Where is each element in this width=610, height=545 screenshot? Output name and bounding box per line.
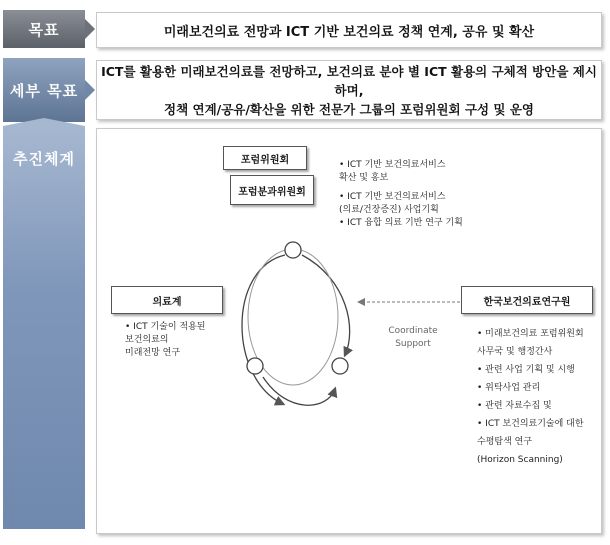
medical-note-2: 보건의료의 bbox=[125, 335, 169, 345]
coordinate-text: Coordinate bbox=[388, 326, 438, 336]
sub-goal-line-1: ICT를 활용한 미래보건의료를 전망하고, 보건의료 분야 별 ICT 활용의 구체적 방안을 제시하며, bbox=[101, 63, 597, 98]
medical-field-text: 의료계 bbox=[152, 296, 182, 308]
khidi-note-7: 수평탐색 연구 bbox=[477, 437, 533, 447]
goal-label-text: 목표 bbox=[28, 20, 60, 39]
medical-note-1: • ICT 기술이 적용된 bbox=[125, 322, 206, 332]
cycle-node-top bbox=[285, 242, 301, 258]
forum-committee-box bbox=[223, 146, 307, 170]
medical-note-3: 미래전망 연구 bbox=[125, 348, 181, 358]
khidi-note-4: • 위탁사업 관리 bbox=[477, 383, 541, 393]
goal-text: 미래보건의료 전망과 ICT 기반 보건의료 정책 연계, 공유 및 확산 bbox=[163, 24, 535, 40]
cycle-arc-bottom bbox=[263, 377, 335, 405]
khidi-text: 한국보건의료연구원 bbox=[483, 296, 571, 308]
support-text: Support bbox=[395, 339, 431, 349]
forum-notes bbox=[339, 159, 463, 230]
forum-note-4: (의료/건장증진) 사업기획 bbox=[339, 205, 439, 215]
khidi-box bbox=[461, 286, 593, 314]
forum-note-5: • ICT 융합 의료 기반 연구 기획 bbox=[339, 218, 463, 228]
medical-field-box bbox=[111, 286, 223, 314]
forum-note-1: • ICT 기반 보건의료서비스 bbox=[339, 160, 446, 170]
goal-panel bbox=[96, 12, 602, 48]
sub-goal-label-text: 세부 목표 bbox=[9, 81, 79, 100]
cycle-node-left bbox=[247, 358, 263, 374]
forum-subcommittee-text: 포럼분과위원회 bbox=[238, 186, 306, 198]
khidi-note-5: • 관련 자료수집 및 bbox=[477, 401, 552, 411]
forum-committee-text: 포럼위원회 bbox=[240, 154, 290, 166]
cycle-node-right bbox=[332, 358, 348, 374]
forum-subcommittee-box bbox=[230, 175, 314, 205]
khidi-notes bbox=[477, 325, 584, 469]
khidi-note-8: (Horizon Scanning) bbox=[477, 455, 563, 465]
system-label-text: 추진체계 bbox=[13, 150, 75, 168]
forum-note-2: 확산 및 홍보 bbox=[339, 173, 389, 183]
sub-goal-line-2: 정책 연계/공유/확산을 위한 전문가 그룹의 포럼위원회 구성 및 운영 bbox=[164, 101, 534, 117]
system-label bbox=[3, 126, 85, 529]
khidi-note-6: • ICT 보건의료기술에 대한 bbox=[477, 419, 584, 429]
medical-notes bbox=[125, 321, 206, 360]
khidi-note-1: • 미래보건의료 포럼위원회 bbox=[477, 329, 584, 339]
system-panel bbox=[96, 128, 602, 534]
coordinate-support-label bbox=[383, 325, 443, 351]
khidi-note-2: 사무국 및 행정간사 bbox=[477, 347, 553, 357]
goal-label bbox=[3, 10, 85, 48]
khidi-note-3: • 관련 사업 기획 및 시행 bbox=[477, 365, 575, 375]
forum-note-3: • ICT 기반 보건의료서비스 bbox=[339, 192, 446, 202]
sub-goal-panel bbox=[96, 60, 602, 120]
sub-goal-label bbox=[3, 58, 85, 122]
